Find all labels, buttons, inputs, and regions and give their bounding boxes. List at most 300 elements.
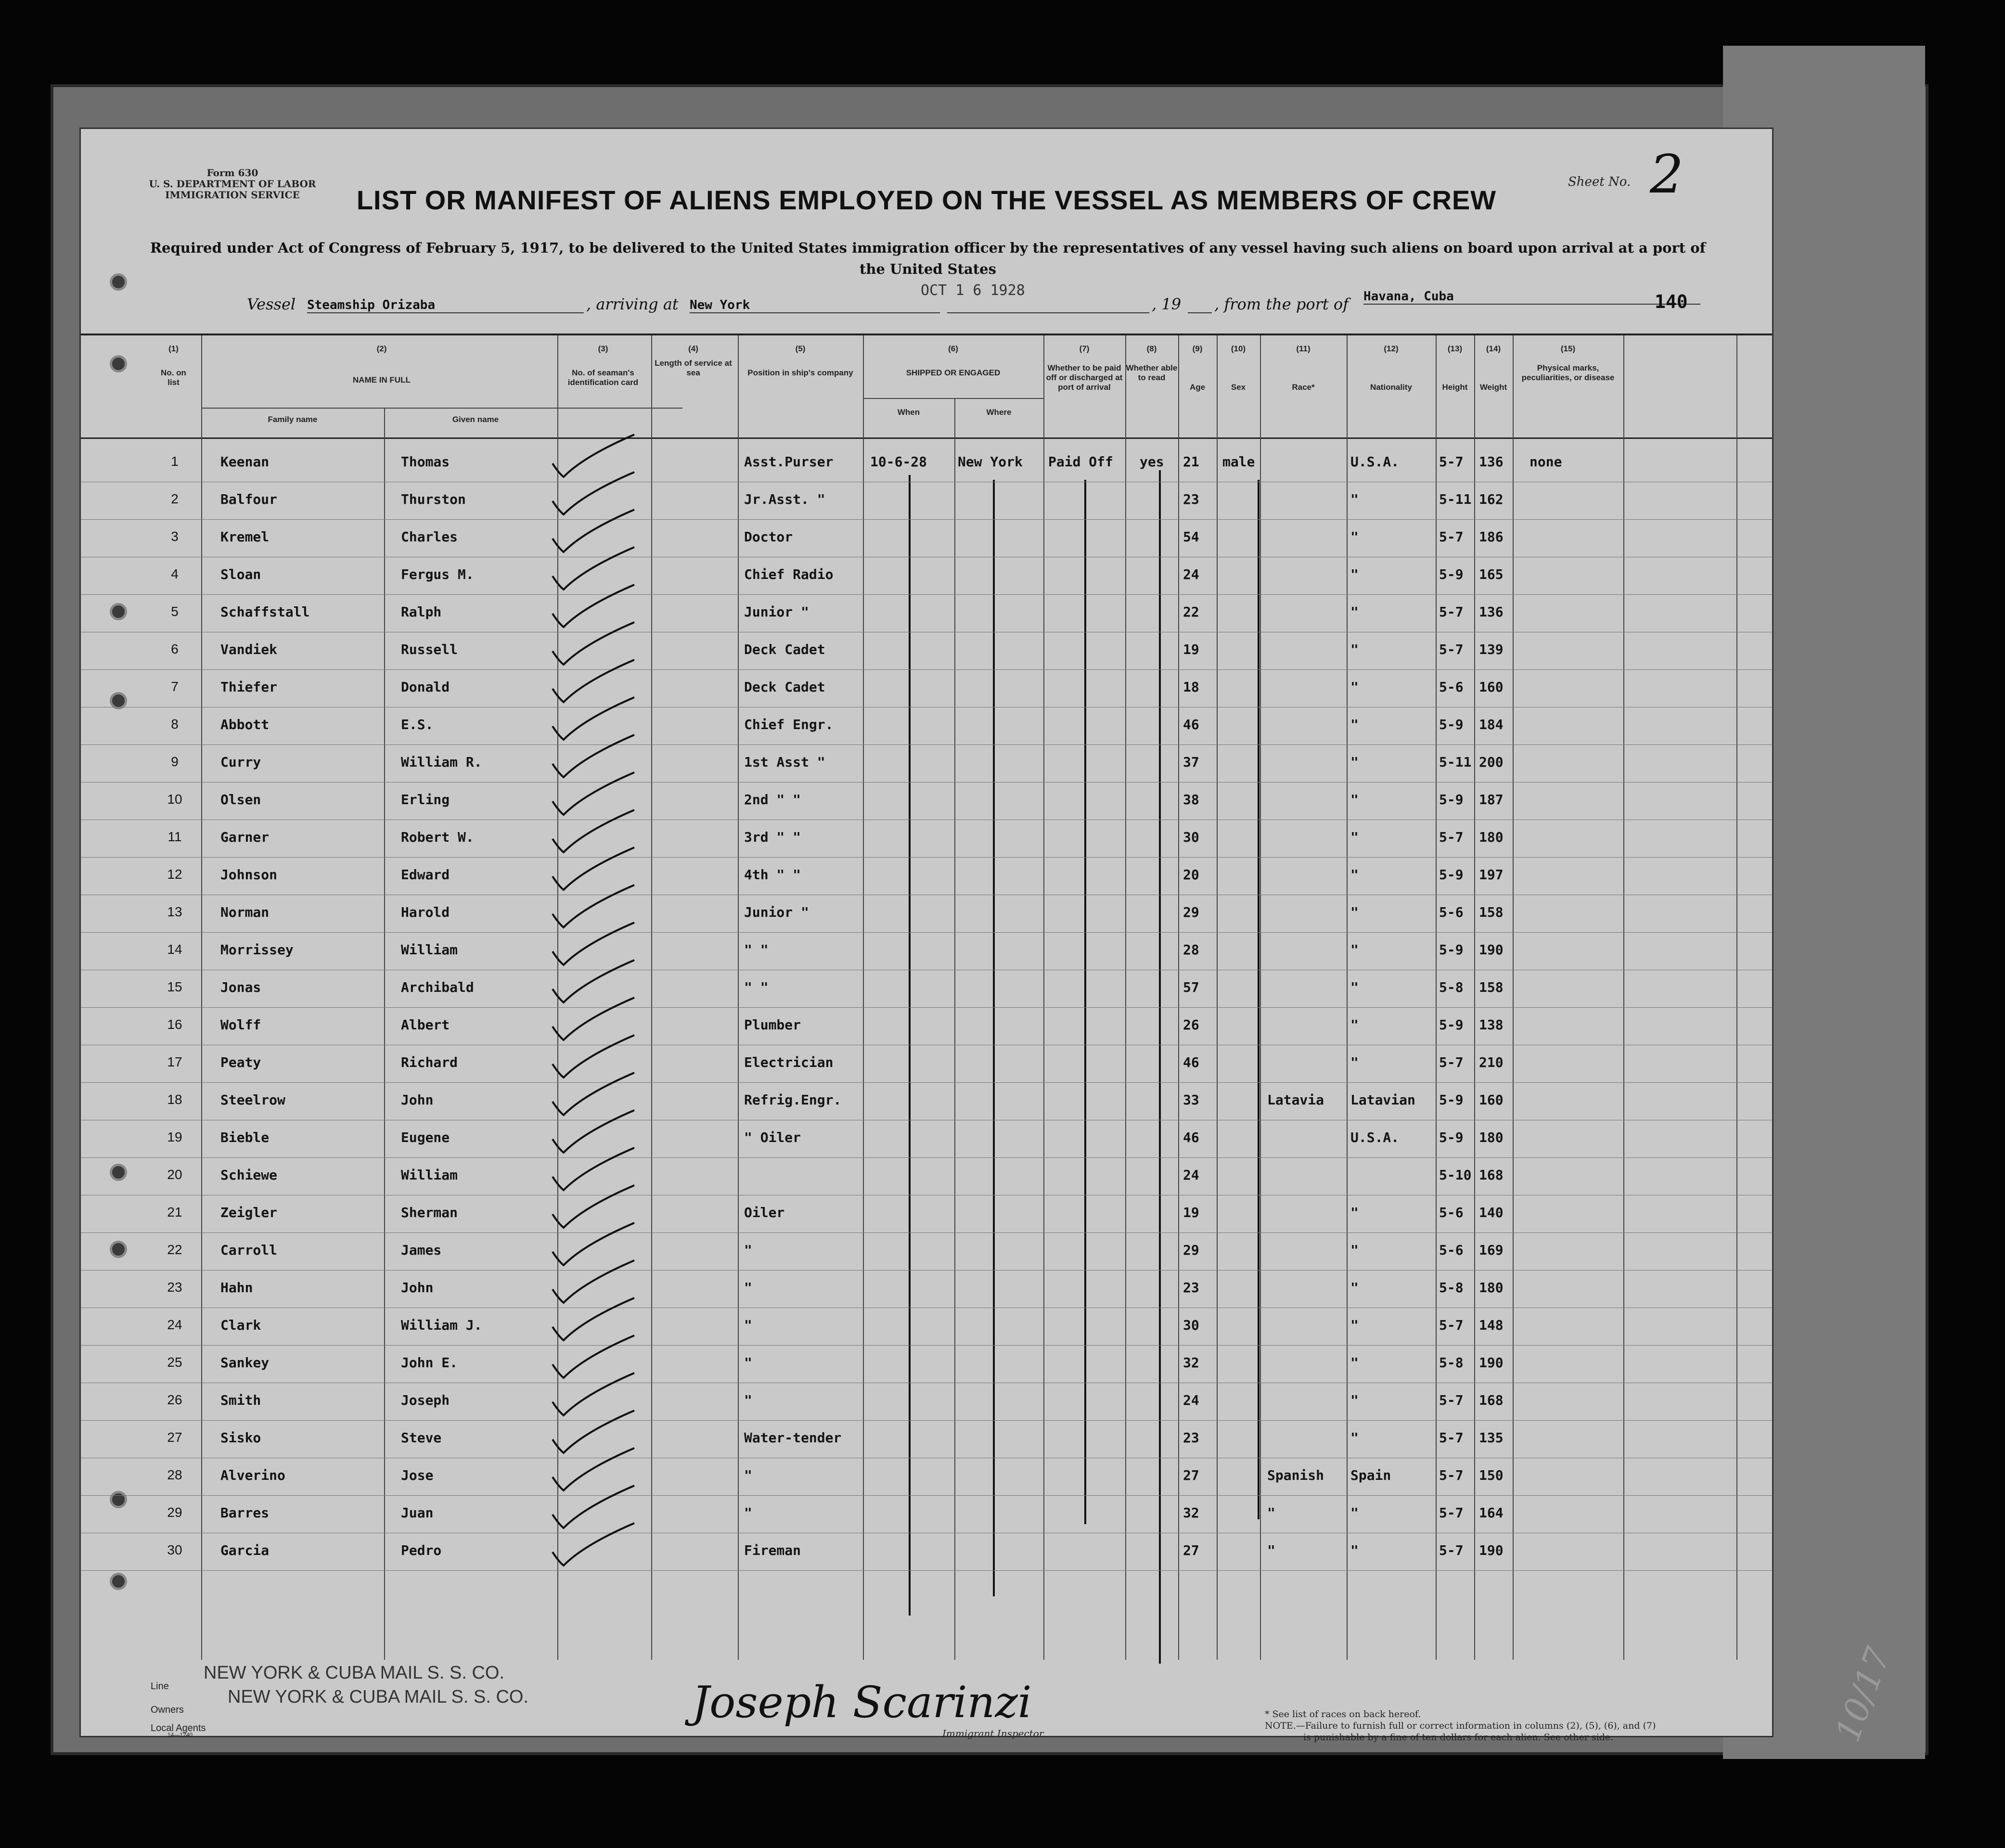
cell-height: 5-6 — [1439, 1205, 1464, 1220]
cell-nationality: " — [1350, 491, 1359, 507]
cell-family: Sloan — [220, 566, 261, 582]
cell-no: 9 — [171, 754, 179, 769]
col15-num: (15) — [1560, 344, 1576, 353]
line-label: Line — [151, 1681, 169, 1692]
col8-label: Whether able to read — [1126, 363, 1178, 382]
cell-given: William — [401, 1167, 458, 1183]
cell-weight: 164 — [1479, 1505, 1504, 1521]
cell-weight: 136 — [1479, 604, 1504, 620]
cell-age: 37 — [1183, 754, 1199, 770]
cell-age: 54 — [1183, 529, 1199, 545]
cell-height: 5-7 — [1439, 1430, 1464, 1446]
cell-given: Juan — [401, 1505, 434, 1521]
col1-num: (1) — [168, 344, 179, 353]
col7-label: Whether to be paid off or discharged at port of arrival — [1046, 363, 1123, 392]
cell-weight: 148 — [1479, 1317, 1504, 1333]
col13-label: Height — [1442, 383, 1468, 392]
cell-family: Alverino — [220, 1467, 285, 1483]
cell-no: 14 — [167, 942, 182, 957]
cell-weight: 190 — [1479, 1542, 1504, 1558]
cell-race: " — [1267, 1542, 1275, 1558]
cell-height: 5-7 — [1439, 829, 1464, 845]
cell-height: 5-9 — [1439, 792, 1464, 808]
cell-position: Chief Radio — [744, 566, 834, 582]
cell-height: 5-9 — [1439, 566, 1464, 582]
sheet-number: 2 — [1650, 143, 1684, 205]
table-row — [81, 1533, 1772, 1571]
cell-nationality: " — [1350, 529, 1359, 545]
cell-family: Sisko — [220, 1430, 261, 1446]
vessel-name: Steamship Orizaba — [307, 298, 584, 313]
cell-family: Smith — [220, 1392, 261, 1408]
cell-no: 13 — [167, 904, 182, 919]
cell-nationality: U.S.A. — [1350, 1129, 1400, 1145]
cell-nationality: " — [1350, 566, 1359, 582]
cell-age: 27 — [1183, 1467, 1199, 1483]
form-service: IMMIGRATION SERVICE — [165, 189, 300, 201]
cell-position: Electrician — [744, 1054, 834, 1070]
cell-position: " — [744, 1392, 752, 1408]
cell-given: John E. — [401, 1355, 458, 1371]
cell-family: Schaffstall — [220, 604, 310, 620]
cell-age: 29 — [1183, 904, 1199, 920]
cell-weight: 150 — [1479, 1467, 1504, 1483]
cell-weight: 165 — [1479, 566, 1504, 582]
cell-position: " " — [744, 979, 769, 995]
cell-height: 5-9 — [1439, 717, 1464, 732]
cell-nationality: " — [1350, 679, 1359, 695]
cell-no: 23 — [167, 1280, 182, 1295]
cell-given: William R. — [401, 754, 482, 770]
cell-race: Latavia — [1267, 1092, 1324, 1108]
cell-weight: 210 — [1479, 1054, 1504, 1070]
cell-age: 24 — [1183, 1167, 1199, 1183]
cell-position: Asst.Purser — [744, 454, 834, 470]
form-number: Form 630 — [206, 167, 258, 179]
table-row — [81, 970, 1772, 1008]
cell-family: Kremel — [220, 529, 270, 545]
table-row — [81, 1082, 1772, 1120]
col6-when: When — [897, 408, 920, 417]
cell-weight: 139 — [1479, 642, 1504, 657]
from-port: Havana, Cuba — [1363, 289, 1700, 305]
cell-weight: 180 — [1479, 829, 1504, 845]
table-row — [81, 1458, 1772, 1496]
table-row — [81, 444, 1772, 482]
cell-age: 24 — [1183, 1392, 1199, 1408]
col12-label: Nationality — [1370, 383, 1412, 392]
col4-label: Length of service at sea — [655, 359, 732, 377]
cell-height: 5-7 — [1439, 1505, 1464, 1521]
cell-weight: 180 — [1479, 1129, 1504, 1145]
cell-position: " — [744, 1317, 752, 1333]
cell-given: Ralph — [401, 604, 442, 620]
table-row — [81, 744, 1772, 783]
cell-age: 21 — [1183, 454, 1199, 470]
manifest-subtitle: Required under Act of Congress of February 5, 1917, to be delivered to the United States immigration officer by the representatives of any vessel having such aliens on board upon arrival at a port of the United States — [150, 240, 1706, 277]
table-row — [81, 1383, 1772, 1421]
cell-family: Johnson — [220, 867, 278, 883]
col12-num: (12) — [1384, 344, 1399, 353]
form-department: U. S. DEPARTMENT OF LABOR — [149, 178, 316, 190]
owners-value: NEW YORK & CUBA MAIL S. S. CO. — [228, 1687, 529, 1707]
cell-family: Steelrow — [220, 1092, 285, 1108]
cell-family: Garner — [220, 829, 270, 845]
cell-position: " — [744, 1242, 752, 1258]
cell-position: 3rd " " — [744, 829, 801, 845]
cell-age: 24 — [1183, 566, 1199, 582]
cell-height: 5-7 — [1439, 1317, 1464, 1333]
cell-weight: 168 — [1479, 1392, 1504, 1408]
cell-no: 16 — [167, 1017, 182, 1032]
table-row — [81, 1495, 1772, 1533]
cell-nationality: " — [1350, 942, 1359, 958]
table-row — [81, 1232, 1772, 1270]
cell-height: 5-7 — [1439, 1542, 1464, 1558]
col15-label: Physical marks, peculiarities, or disease — [1521, 363, 1615, 382]
cell-age: 26 — [1183, 1017, 1199, 1033]
cell-weight: 160 — [1479, 1092, 1504, 1108]
cell-no: 12 — [167, 867, 182, 882]
cell-age: 20 — [1183, 867, 1199, 883]
cell-weight: 184 — [1479, 717, 1504, 732]
cell-given: Eugene — [401, 1129, 450, 1145]
cell-height: 5-8 — [1439, 979, 1464, 995]
cell-position: Deck Cadet — [744, 679, 825, 695]
arriving-port: New York — [690, 298, 940, 313]
agents-label: Local Agents — [151, 1723, 206, 1733]
cell-height: 5-9 — [1439, 1017, 1464, 1033]
cell-family: Balfour — [220, 491, 278, 507]
cell-family: Carroll — [220, 1242, 278, 1258]
table-row — [81, 557, 1772, 595]
cell-height: 5-10 — [1439, 1167, 1472, 1183]
cell-nationality: " — [1350, 792, 1359, 808]
cell-given: William — [401, 942, 458, 958]
cell-weight: 136 — [1479, 454, 1504, 470]
cell-given: Richard — [401, 1054, 458, 1070]
cell-given: Harold — [401, 904, 450, 920]
table-row — [81, 482, 1772, 520]
col4-num: (4) — [688, 344, 698, 353]
year-label: , 19 — [1152, 295, 1182, 313]
cell-given: Albert — [401, 1017, 450, 1033]
cell-age: 30 — [1183, 829, 1199, 845]
cell-age: 38 — [1183, 792, 1199, 808]
table-row — [81, 594, 1772, 632]
cell-no: 15 — [167, 979, 182, 994]
table-row — [81, 1345, 1772, 1383]
col2-label: NAME IN FULL — [353, 375, 411, 385]
inspector-signature: Joseph Scarinzi — [692, 1677, 1032, 1728]
cell-no: 20 — [167, 1167, 182, 1182]
cell-age: 23 — [1183, 1430, 1199, 1446]
cell-family: Garcia — [220, 1542, 270, 1558]
cell-given: Pedro — [401, 1542, 442, 1558]
col11-label: Race* — [1292, 383, 1315, 392]
col9-label: Age — [1189, 383, 1206, 392]
cell-given: Joseph — [401, 1392, 450, 1408]
cell-family: Peaty — [220, 1054, 261, 1070]
cell-nationality: " — [1350, 717, 1359, 732]
cell-weight: 186 — [1479, 529, 1504, 545]
cell-nationality: " — [1350, 1430, 1359, 1446]
arriving-label: , arriving at — [586, 295, 679, 313]
cell-sex: male — [1222, 454, 1255, 470]
cell-no: 6 — [171, 642, 179, 656]
manifest-title: LIST OR MANIFEST OF ALIENS EMPLOYED ON THE VESSEL AS MEMBERS OF CREW — [356, 185, 1497, 215]
footer-notes — [1265, 1708, 1656, 1743]
cell-race: Spanish — [1267, 1467, 1324, 1483]
manifest-header — [81, 129, 1772, 334]
cell-nationality: " — [1350, 1280, 1359, 1296]
cell-position: Refrig.Engr. — [744, 1092, 842, 1108]
line-value: NEW YORK & CUBA MAIL S. S. CO. — [204, 1663, 505, 1683]
cell-no: 4 — [171, 566, 179, 581]
table-row — [81, 1270, 1772, 1308]
cell-nationality: " — [1350, 1392, 1359, 1408]
cell-given: John — [401, 1092, 434, 1108]
cell-age: 22 — [1183, 604, 1199, 620]
table-row — [81, 707, 1772, 745]
cell-weight: 200 — [1479, 754, 1504, 770]
table-row — [81, 895, 1772, 933]
cell-no: 11 — [167, 829, 182, 844]
cell-height: 5-7 — [1439, 604, 1464, 620]
cell-weight: 140 — [1479, 1205, 1504, 1220]
crew-table — [81, 334, 1772, 1660]
cell-weight: 158 — [1479, 904, 1504, 920]
manifest-footer — [81, 1658, 1772, 1743]
cell-position: Plumber — [744, 1017, 801, 1033]
cell-position: Deck Cadet — [744, 642, 825, 657]
cell-nationality: " — [1350, 867, 1359, 883]
cell-height: 5-8 — [1439, 1355, 1464, 1371]
cell-read: yes — [1140, 454, 1164, 470]
cell-age: 32 — [1183, 1505, 1199, 1521]
col2-num: (2) — [376, 344, 387, 353]
cell-nationality: " — [1350, 1017, 1359, 1033]
cell-position: " " — [744, 942, 769, 958]
cell-position: Jr.Asst. " — [744, 491, 825, 507]
cell-position: Junior " — [744, 604, 809, 620]
col10-num: (10) — [1231, 344, 1246, 353]
cell-no: 21 — [167, 1205, 182, 1219]
cell-age: 29 — [1183, 1242, 1199, 1258]
col6-num: (6) — [948, 344, 958, 353]
table-row — [81, 1420, 1772, 1458]
cell-no: 5 — [171, 604, 179, 619]
col8-num: (8) — [1146, 344, 1157, 353]
cell-no: 22 — [167, 1242, 182, 1257]
cell-height: 5-7 — [1439, 1467, 1464, 1483]
owners-label: Owners — [151, 1705, 184, 1715]
from-label: , from the port of — [1214, 295, 1349, 313]
table-row — [81, 1308, 1772, 1346]
cell-no: 28 — [167, 1467, 182, 1482]
table-row — [81, 1120, 1772, 1158]
cell-nationality: " — [1350, 1317, 1359, 1333]
cell-weight: 138 — [1479, 1017, 1504, 1033]
cell-height: 5-6 — [1439, 904, 1464, 920]
cell-weight: 168 — [1479, 1167, 1504, 1183]
cell-given: Russell — [401, 642, 458, 657]
cell-where: New York — [958, 454, 1023, 470]
cell-given: Sherman — [401, 1205, 458, 1220]
col6-label: SHIPPED OR ENGAGED — [906, 368, 1001, 377]
cell-no: 1 — [171, 454, 179, 469]
col14-num: (14) — [1486, 344, 1501, 353]
cell-family: Keenan — [220, 454, 270, 470]
cell-age: 46 — [1183, 1129, 1199, 1145]
cell-age: 32 — [1183, 1355, 1199, 1371]
col5-label: Position in ship's company — [747, 368, 853, 377]
table-row — [81, 782, 1772, 820]
cell-family: Olsen — [220, 792, 261, 808]
table-row — [81, 632, 1772, 670]
cell-height: 5-8 — [1439, 1280, 1464, 1296]
cell-no: 7 — [171, 679, 179, 694]
cell-race: " — [1267, 1505, 1275, 1521]
form-code: 14—1240 — [167, 1732, 193, 1738]
cell-given: Fergus M. — [401, 566, 474, 582]
cell-marks: none — [1529, 454, 1562, 470]
cell-age: 57 — [1183, 979, 1199, 995]
cell-position: " — [744, 1505, 752, 1521]
cell-given: Erling — [401, 792, 450, 808]
cell-family: Barres — [220, 1505, 270, 1521]
cell-position: Junior " — [744, 904, 809, 920]
cell-paid: Paid Off — [1048, 454, 1113, 470]
cell-family: Hahn — [220, 1280, 253, 1296]
cell-no: 8 — [171, 717, 179, 732]
cell-weight: 162 — [1479, 491, 1504, 507]
manifest-page — [79, 128, 1774, 1743]
cell-nationality: " — [1350, 604, 1359, 620]
table-row — [81, 1195, 1772, 1233]
cell-weight: 135 — [1479, 1430, 1504, 1446]
cell-height: 5-9 — [1439, 942, 1464, 958]
cell-no: 25 — [167, 1355, 182, 1370]
cell-no: 10 — [167, 792, 182, 807]
cell-family: Zeigler — [220, 1205, 278, 1220]
check-mark-icon — [550, 1518, 637, 1571]
cell-nationality: Latavian — [1350, 1092, 1415, 1108]
cell-no: 19 — [167, 1129, 182, 1144]
cell-age: 23 — [1183, 491, 1199, 507]
cell-height: 5-7 — [1439, 529, 1464, 545]
col3-label: No. of seaman's identification card — [567, 368, 639, 387]
cell-given: Jose — [401, 1467, 434, 1483]
cell-height: 5-7 — [1439, 642, 1464, 657]
cell-age: 46 — [1183, 1054, 1199, 1070]
cell-position: Water-tender — [744, 1430, 842, 1446]
col11-num: (11) — [1296, 344, 1311, 353]
note-races: * See list of races on back hereof. — [1265, 1709, 1421, 1720]
page-number: 140 — [1655, 291, 1688, 312]
cell-weight: 160 — [1479, 679, 1504, 695]
cell-position: Fireman — [744, 1542, 801, 1558]
cell-given: Robert W. — [401, 829, 474, 845]
cell-nationality: " — [1350, 1355, 1359, 1371]
inspector-label: Immigrant Inspector. — [942, 1728, 1046, 1739]
cell-nationality: " — [1350, 754, 1359, 770]
cell-nationality: " — [1350, 642, 1359, 657]
cell-age: 46 — [1183, 717, 1199, 732]
cell-nationality: " — [1350, 1505, 1359, 1521]
table-row — [81, 857, 1772, 895]
cell-position: " — [744, 1467, 752, 1483]
cell-family: Norman — [220, 904, 270, 920]
col9-num: (9) — [1192, 344, 1203, 353]
cell-given: John — [401, 1280, 434, 1296]
cell-height: 5-11 — [1439, 754, 1472, 770]
cell-nationality: Spain — [1350, 1467, 1391, 1483]
cell-weight: 158 — [1479, 979, 1504, 995]
cell-no: 26 — [167, 1392, 182, 1407]
table-row — [81, 820, 1772, 858]
cell-no: 29 — [167, 1505, 182, 1520]
cell-given: Thomas — [401, 454, 450, 470]
cell-no: 27 — [167, 1430, 182, 1445]
vessel-label: Vessel — [247, 295, 296, 313]
cell-family: Morrissey — [220, 942, 294, 958]
cell-family: Bieble — [220, 1129, 270, 1145]
table-row — [81, 1045, 1772, 1083]
cell-position: 1st Asst " — [744, 754, 825, 770]
cell-no: 24 — [167, 1317, 182, 1332]
cell-height: 5-7 — [1439, 454, 1464, 470]
cell-family: Schiewe — [220, 1167, 278, 1183]
cell-height: 5-9 — [1439, 1092, 1464, 1108]
cell-nationality: " — [1350, 1205, 1359, 1220]
cell-nationality: U.S.A. — [1350, 454, 1400, 470]
col7-num: (7) — [1079, 344, 1090, 353]
cell-no: 3 — [171, 529, 179, 544]
cell-nationality: " — [1350, 979, 1359, 995]
cell-given: Edward — [401, 867, 450, 883]
cell-family: Clark — [220, 1317, 261, 1333]
cell-height: 5-9 — [1439, 867, 1464, 883]
cell-position: " — [744, 1280, 752, 1296]
cell-age: 27 — [1183, 1542, 1199, 1558]
date-blank — [947, 298, 1149, 313]
cell-given: William J. — [401, 1317, 482, 1333]
sheet-label: Sheet No. — [1568, 175, 1631, 189]
cell-family: Vandiek — [220, 642, 278, 657]
cell-given: Archibald — [401, 979, 474, 995]
cell-family: Curry — [220, 754, 261, 770]
cell-position: Chief Engr. — [744, 717, 834, 732]
side-handwritten-note: 10/17 — [1827, 1642, 1898, 1747]
col3-num: (3) — [598, 344, 608, 353]
cell-height: 5-9 — [1439, 1129, 1464, 1145]
cell-given: Donald — [401, 679, 450, 695]
cell-given: Thurston — [401, 491, 466, 507]
cell-height: 5-7 — [1439, 1392, 1464, 1408]
col10-label: Sex — [1231, 383, 1246, 392]
cell-weight: 197 — [1479, 867, 1504, 883]
cell-position: " — [744, 1355, 752, 1371]
cell-nationality: " — [1350, 1242, 1359, 1258]
col13-num: (13) — [1447, 344, 1463, 353]
cell-nationality: " — [1350, 1054, 1359, 1070]
cell-given: E.S. — [401, 717, 434, 732]
cell-nationality: " — [1350, 904, 1359, 920]
cell-weight: 187 — [1479, 792, 1504, 808]
cell-family: Wolff — [220, 1017, 261, 1033]
cell-height: 5-6 — [1439, 1242, 1464, 1258]
